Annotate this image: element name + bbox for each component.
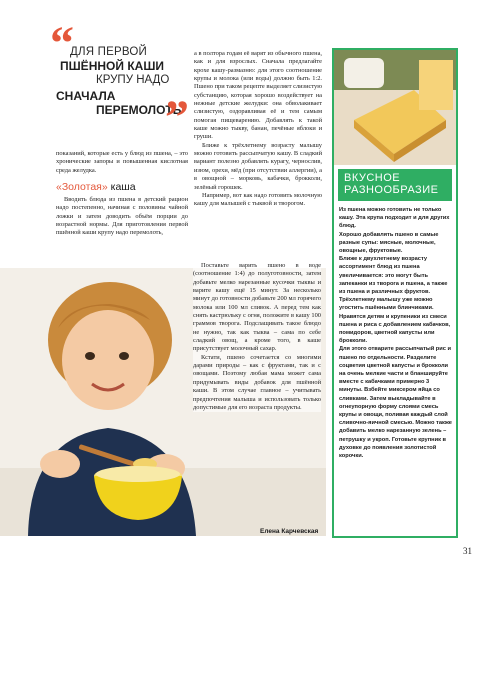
paragraph: Кстати, пшено сочетается со многими дарами природы – как с фруктами, так и с овощами. Поэтому любая мама может сама придумывать виды добавок для пшённой каши. В этом случае главное – учитывать предпочтения малыша и использовать только допустимые для его возраста продукты.	[193, 353, 321, 411]
page-number: 31	[463, 546, 472, 556]
sidebar-heading-line-1: ВКУСНОЕ	[344, 172, 401, 184]
sidebar-text	[339, 206, 453, 460]
paragraph: а в полтора годам её варят из обычного пшена, как и для взрослых. Сначала предлагайте крохе кашу-размазню: для этого соотношение крупы и молока (или воды) должно быть 1:2. Пшено при таком рецепте выделяет слизистую субстанцию, которая хорошо воздействует на нежные детские желудки: она обволакивает слизистую, оздоравливая её и тем самым помогая пищеварению. Добавлять к такой каше можно тыкву, банан, печёные яблоки и груши.	[194, 50, 323, 141]
author-name: Елена Карчевская	[260, 528, 319, 535]
sidebar-box	[332, 48, 458, 538]
sidebar-paragraph: Из пшена можно готовить не только кашу. Эта крупа подходит и для других блюд.	[339, 207, 450, 230]
quote-mark-open: “	[50, 17, 74, 70]
sidebar-heading-line-2: РАЗНООБРАЗИЕ	[344, 184, 439, 196]
paragraph: Например, вот как надо готовить молочную кашу для малышей с тыквой и творогом.	[194, 191, 322, 208]
title-line-5: ПЕРЕМОЛОТЬ	[96, 103, 182, 117]
millet-casserole-photo	[334, 50, 456, 165]
title-line-3: КРУПУ НАДО	[96, 74, 170, 86]
quote-mark-close: ”	[165, 91, 189, 144]
sidebar-paragraph: Ближе к двухлетнему возрасту ассортимент блюд из пшена увеличивается: это могут быть запеканки из творога и пшена, а также из пшена и различных фруктов. Трёхлетнему малышу уже можно угостить пшёнными блинчиками.	[339, 256, 448, 312]
paragraph: показаний, которые есть у блюд из пшена, – это хронические запоры и повышенная кислотная среда желудка.	[56, 150, 188, 174]
sidebar-paragraph: Хорошо добавлять пшено в самые разные супы: мясные, молочные, овощные, фруктовые.	[339, 231, 439, 255]
column-2-continued	[193, 262, 321, 412]
title-line-2: ПШЁННОЙ КАШИ	[60, 59, 165, 73]
title-line-1: ДЛЯ ПЕРВОЙ	[70, 46, 147, 58]
sidebar-paragraph: Нравятся детям и крупеники из смеси пшена и риса с добавлением кабачков, помидоров, цветной капусты или брокколи.	[339, 313, 451, 345]
paragraph: Поставьте варить пшено в воде (соотношение 1:4) до полуготовности, затем добавьте мелко нарезанные кусочки тыквы и варите кашу ещё 15 минут. За несколько минут до готовности добавьте 200 мл горячего молока или 100 мл сливок. А перед тем как снять кастрюльку с огня, положите в кашу 100 граммов творога. Подслащивать такое блюдо не нужно, так как тыква – сама по себе сладкий овощ, а кроме того, в каше присутствует молочный сахар.	[193, 262, 321, 353]
column-1-body	[56, 196, 188, 238]
sidebar-heading	[338, 169, 452, 201]
title-line-4: СНАЧАЛА	[56, 89, 116, 103]
column-1-intro	[56, 150, 188, 175]
section-subheading	[56, 181, 136, 193]
subheading-accent: «Золотая»	[56, 181, 108, 193]
casserole-illustration	[334, 50, 456, 165]
paragraph: Вводить блюда из пшена в детский рацион надо постепенно, начиная с половины чайной ложки и затем доводить объём порции до возрастной нормы. Для приготовления первой пшённой каши крупу надо перемолоть,	[56, 196, 188, 237]
column-2	[194, 50, 322, 209]
subheading-rest: каша	[107, 181, 136, 193]
sidebar-paragraph: Для этого отварите рассыпчатый рис и пшено по отдельности. Разделите соцветия цветной капусты и брокколи на очень мелкие части и бланшируйте вместе с кабачками примерно 3 минуты. Взбейте миксером яйца со сливками. Затем выкладывайте в огнеупорную форму слоями смесь крупы и овощи, поливая каждый слой сливочно-яичной смесью. Можно также добавить мелко нарезанную зелень – петрушку и укроп. Готовьте крупник в духовке до появления золотистой корочки.	[339, 346, 452, 460]
paragraph: Ближе к трёхлетнему возрасту малышу можно готовить рассыпчатую кашу. В сладкий вариант полезно добавлять курагу, чернослив, изюм, орехи, мёд (при отсутствии аллергии), а в овощной – морковь, кабачки, брокколи, зелёный горошек.	[194, 141, 322, 191]
